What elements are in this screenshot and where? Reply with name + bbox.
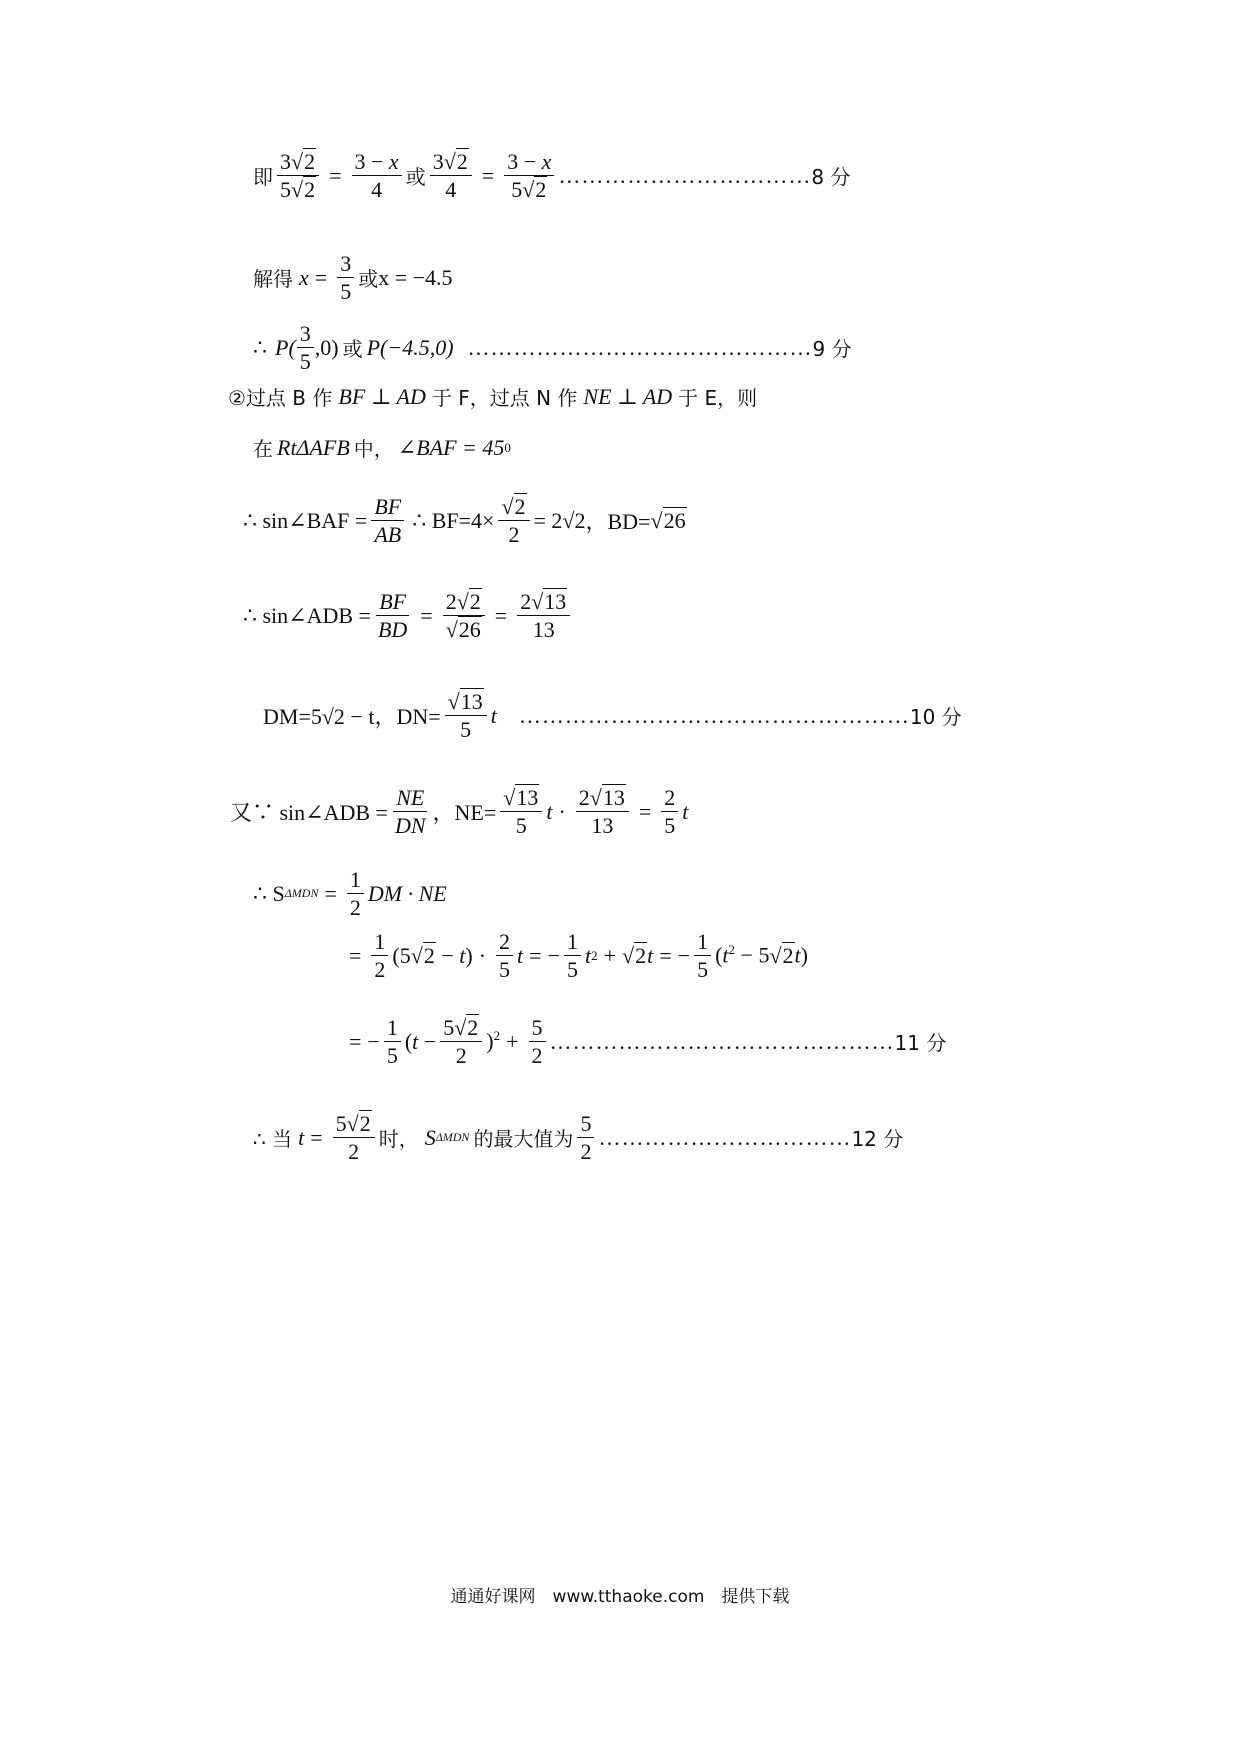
fraction: $\frac{2}{5}$	[496, 930, 513, 981]
eq-line-3	[253, 322, 852, 373]
fraction: $\frac{5}{2}$	[529, 1016, 546, 1067]
fraction: $\frac{2√ 13}{13}$	[576, 786, 629, 837]
text: 的最大值为	[473, 1127, 574, 1152]
leader-dots: ……………………………	[598, 1124, 852, 1150]
or-text: 或	[405, 165, 426, 190]
fraction: √ $\frac{13}{5}$	[500, 786, 542, 837]
subscript: ΔMDN	[435, 1130, 470, 1145]
text: ∴ BF=4×	[412, 507, 495, 533]
fraction: $\frac{1}{2}$	[347, 868, 364, 919]
text: DM · NE	[367, 880, 447, 906]
fraction: $\frac{BF}{BD}$	[377, 589, 408, 643]
math: BF ⊥ AD	[338, 383, 426, 409]
text: DM=5√2 − t，DN=	[263, 704, 441, 730]
fraction: $\frac{1}{2}$	[371, 930, 388, 981]
fraction: 2√ 2 √ 26	[443, 590, 485, 641]
fraction: $\frac{3 - x}{5√ 2}$	[504, 150, 554, 201]
score: 10 分	[909, 705, 962, 730]
fraction: $\frac{5√ 2}{2}$	[333, 1112, 375, 1163]
text: 于 F，过点 N 作	[431, 386, 578, 410]
eq-line-8: DM=5√2 − t，DN= √ $\frac{13}{5}$ t …………………………………………… 10 分	[263, 690, 962, 741]
text: ∴ sin∠ADB =	[243, 602, 371, 628]
or-text: 或	[342, 337, 363, 362]
text: 中，	[353, 437, 394, 461]
fraction: $\frac{3 - x}{4}$	[352, 150, 402, 201]
score: 11 分	[894, 1031, 947, 1056]
leader-dots: ……………………………………………	[518, 702, 910, 728]
eq-line-9: 又∵ sin∠ADB = $\frac{NE}{DN}$ ，NE= √ $\frac{13}{5}$ t · $\frac{2√ 13}{13}$ = $\frac{2}{5}$ t	[230, 786, 688, 837]
score: 12 分	[851, 1127, 904, 1152]
fraction: $\frac{3}{5}$	[337, 252, 354, 303]
text: 又∵ sin∠ADB =	[230, 800, 388, 826]
fraction: $\frac{1}{5}$	[564, 930, 581, 981]
leader-dots: ………………………………………	[549, 1028, 895, 1054]
text: ，BD=	[585, 509, 651, 535]
radicand: 26	[663, 508, 686, 534]
eq-line-4	[228, 382, 757, 411]
fraction: $\frac{BF}{AB}$	[371, 495, 404, 546]
solution-tail: x = −4.5	[378, 264, 453, 290]
fraction: $\frac{5√ 2}{2}$	[440, 1016, 482, 1067]
fraction: $\frac{1}{5}$	[694, 930, 711, 981]
text: 于 E，则	[678, 386, 758, 410]
eq-line-13: ∴ 当 t = $\frac{5√ 2}{2}$ 时， S ΔMDN 的最大值为 $\frac{5}{2}$ …………………………… 12 分	[253, 1112, 903, 1163]
degree-sup: 0	[504, 439, 511, 455]
math: NE ⊥ AD	[583, 383, 673, 409]
fraction: $\frac{NE}{DN}$	[394, 785, 426, 839]
text: ∴ sin∠BAF =	[243, 507, 368, 533]
point-p1: P(	[275, 334, 296, 360]
text: ，NE=	[432, 800, 497, 826]
eq-line-12: = − $\frac{1}{5}$ (t − $\frac{5√ 2}{2}$ )$^2$ + $\frac{5}{2}$ ……………………………………… 11 分	[343, 1016, 946, 1067]
point-p2: P(−4.5,0)	[366, 334, 454, 360]
math: RtΔAFB	[277, 434, 350, 460]
leader-dots: ………………………………………	[467, 334, 813, 360]
fraction: $\frac{3√ 2}{5√ 2}$	[277, 150, 319, 201]
fraction: √ $\frac{13}{5}$	[445, 690, 487, 741]
fraction: $\frac{1}{5}$	[384, 1016, 401, 1067]
eq-line-6	[243, 495, 687, 546]
text: ②过点 B 作	[228, 386, 333, 410]
text: 在	[253, 437, 273, 461]
prefix-ji: 即	[253, 165, 273, 190]
eq-line-11: = $\frac{1}{2}$ (5√ 2 − t) · $\frac{2}{5}$ t = − $\frac{1}{5}$ t 2 + √ 2 t = − $\frac{1}{5}$ ($t^2 - 5√$ 2t)	[343, 930, 808, 981]
text: ∴ S	[253, 880, 285, 906]
text: 时，	[378, 1127, 419, 1152]
prefix-jiede: 解得	[253, 267, 293, 292]
fraction: $\frac{5}{2}$	[577, 1112, 594, 1163]
fraction: √ $\frac{2}{2}$	[498, 495, 529, 546]
eq-line-2: 解得 x = $\frac{3}{5}$ 或 x = −4.5	[253, 251, 453, 305]
eq-line-7: ∴ sin∠ADB = $\frac{BF}{BD}$ = 2√ 2 √ 26 = $\frac{2√ 13}{13}$	[243, 590, 574, 641]
subscript: ΔMDN	[284, 886, 319, 901]
text: S	[424, 1124, 436, 1150]
text: = 2√2	[533, 507, 586, 533]
or-text: 或	[358, 267, 379, 292]
eq-line-10: ∴ S ΔMDN = $\frac{1}{2}$ DM · NE	[253, 867, 447, 921]
eq-line-1: 即 $\frac{3√ 2}{5√ 2}$ = $\frac{3 - x}{4}$ 或 $\frac{3√ 2}{4}$ = $\frac{3 - x}{5√ 2}$ …………………………… 8 分	[253, 150, 850, 201]
eq-line-5	[253, 433, 511, 462]
fraction: $\frac{2√ 13}{13}$	[517, 590, 570, 641]
score: 8 分	[811, 165, 851, 190]
text: ∴ 当	[253, 1127, 293, 1152]
point-p1-end: ,0)	[314, 334, 339, 360]
footer-credit: 通通好课网 www.tthaoke.com 提供下载	[450, 1587, 790, 1607]
fraction: $\frac{3}{5}$	[297, 322, 314, 373]
score: 9 分	[812, 337, 852, 362]
fraction: $\frac{3√ 2}{4}$	[430, 150, 472, 201]
fraction: $\frac{2}{5}$	[661, 786, 678, 837]
leader-dots: ……………………………	[558, 162, 812, 188]
math: ∠BAF = 45	[397, 434, 505, 460]
therefore-symbol: ∴	[253, 334, 267, 360]
